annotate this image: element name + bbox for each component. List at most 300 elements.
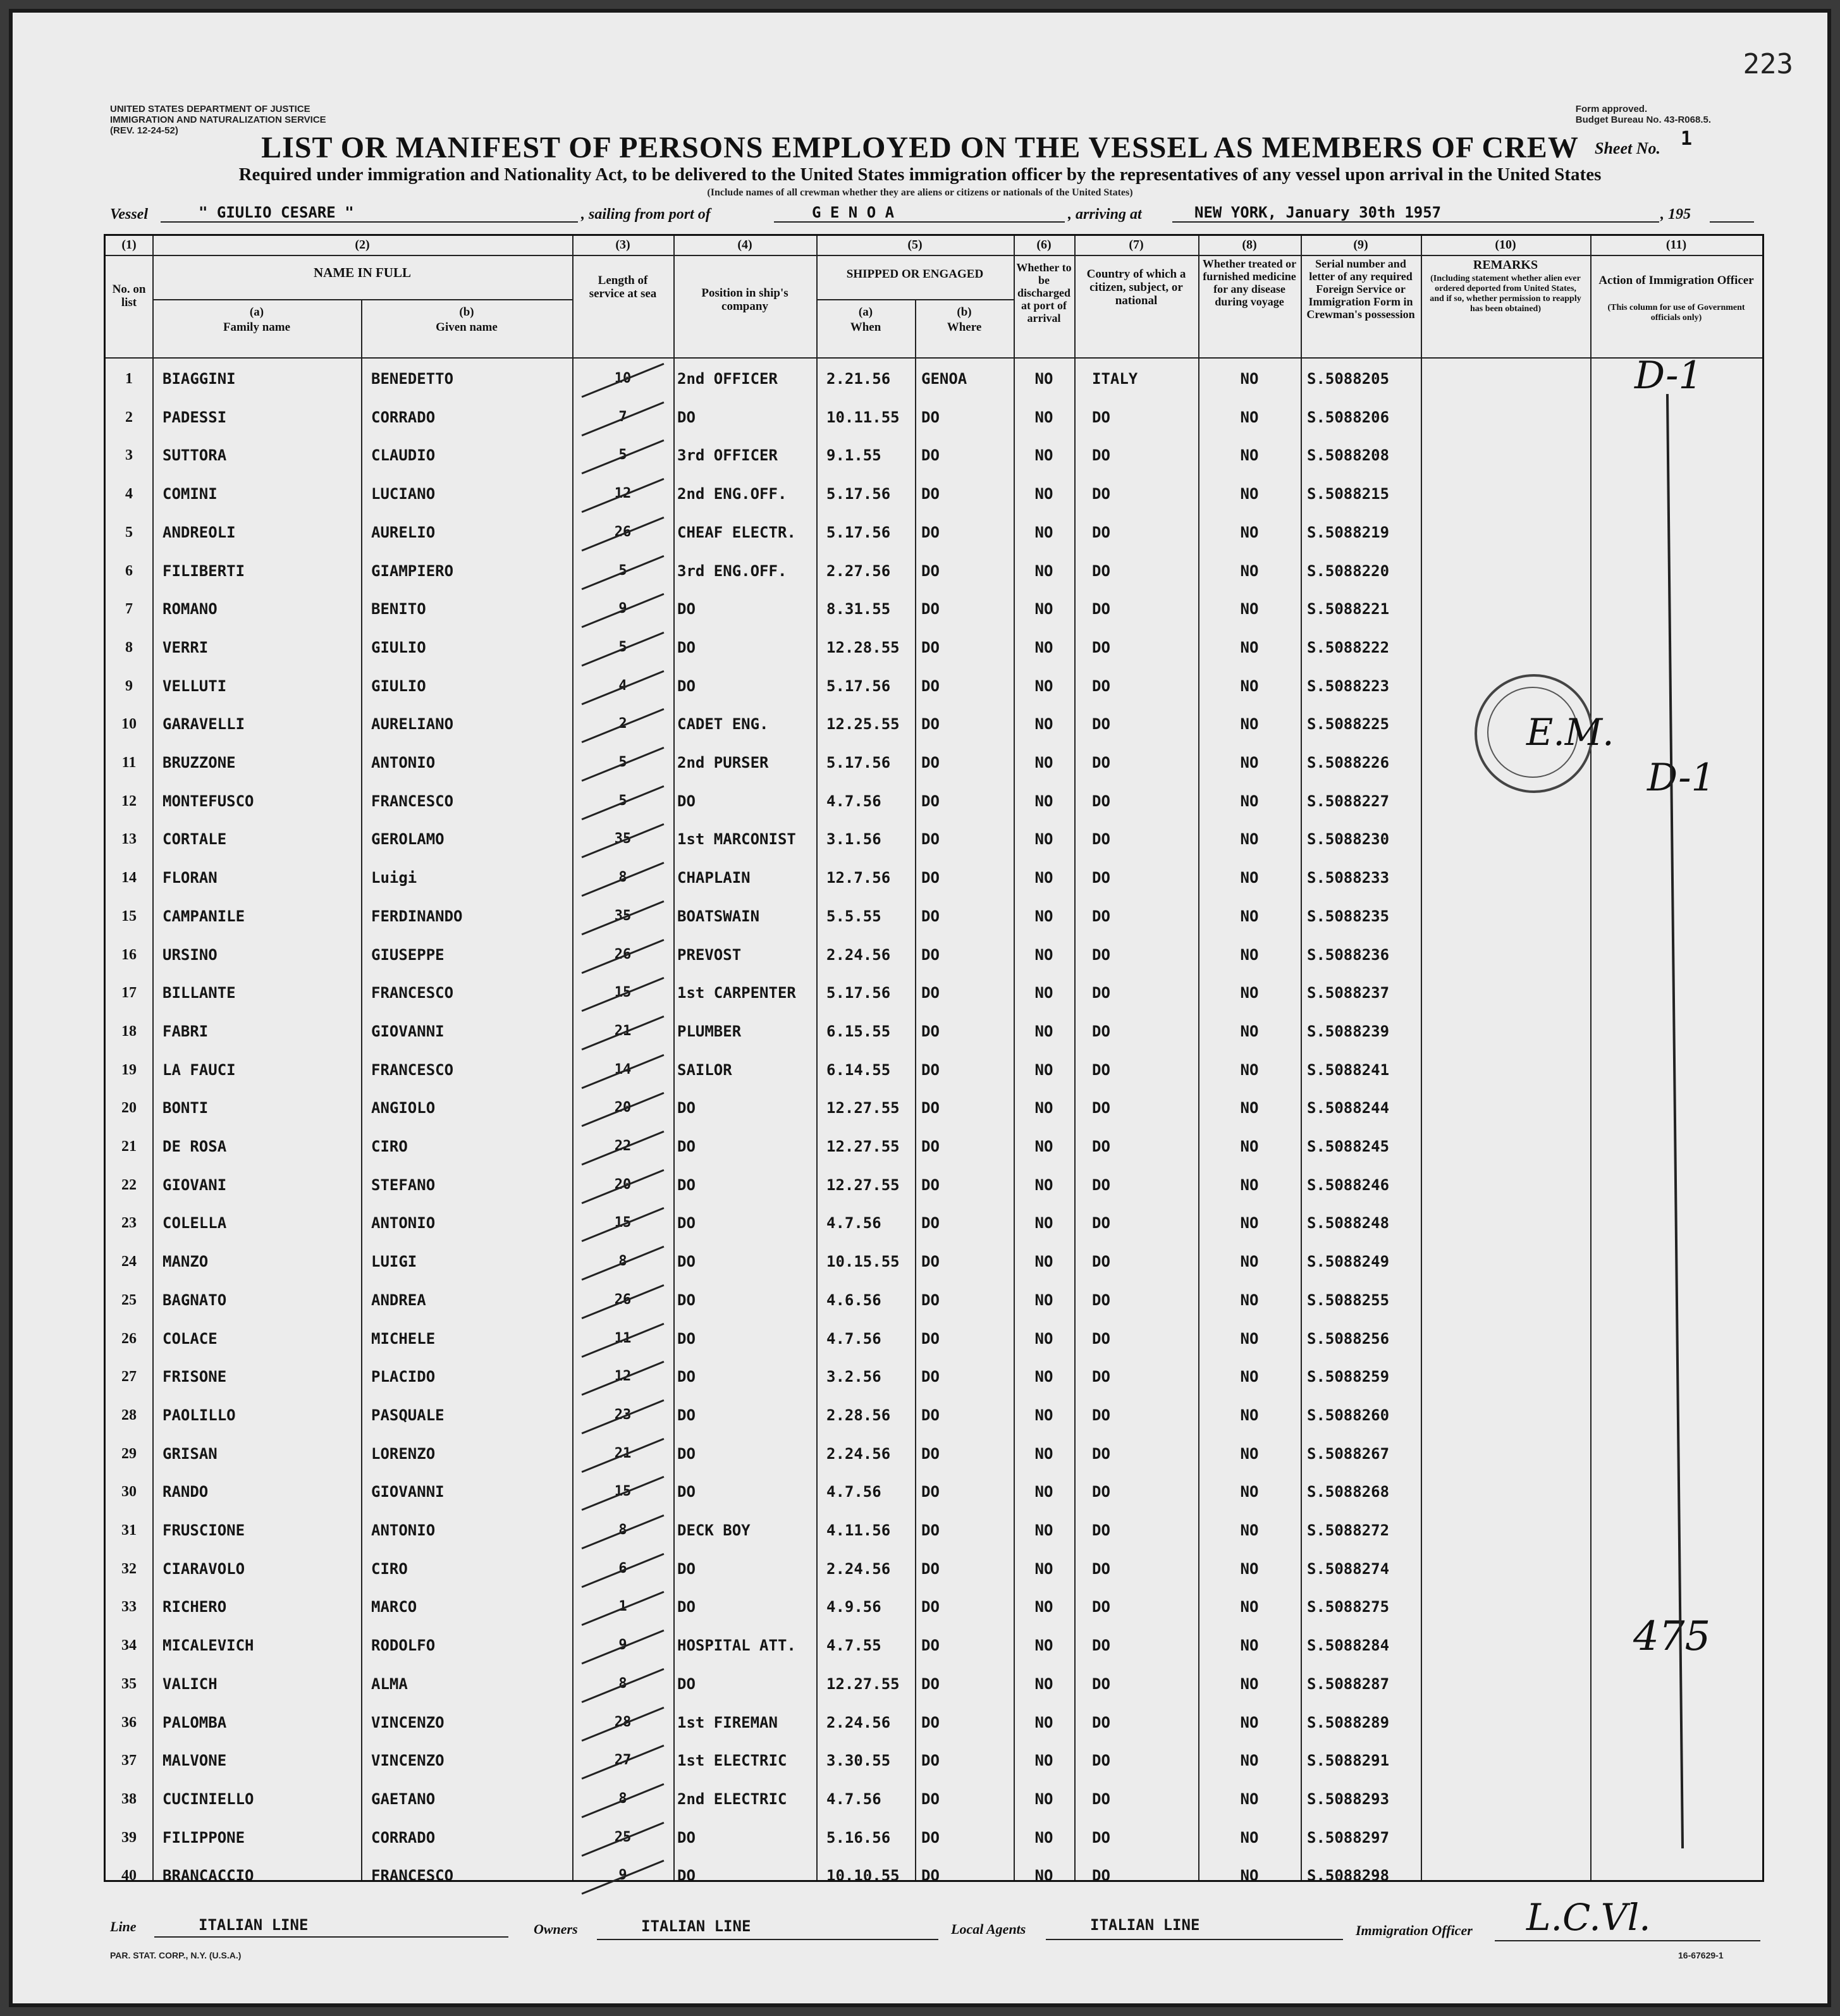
medicine: NO	[1240, 1598, 1259, 1616]
stamp-initials: E.M.	[1526, 711, 1614, 754]
col-number-2: (2)	[355, 238, 370, 252]
length-of-service	[572, 705, 673, 743]
given-name: FRANCESCO	[371, 1867, 454, 1885]
discharged: NO	[1034, 1214, 1053, 1232]
shipped-when: 5.16.56	[826, 1828, 891, 1847]
col-number-6: (6)	[1036, 238, 1052, 252]
family-name: ANDREOLI	[163, 523, 236, 541]
shipped-when: 4.7.56	[826, 1214, 881, 1232]
strike-mark	[582, 1860, 665, 1895]
medicine: NO	[1240, 1253, 1259, 1271]
strike-mark	[582, 517, 665, 551]
given-name: LUCIANO	[371, 485, 436, 503]
medicine: NO	[1240, 1790, 1259, 1808]
shipped-when: 5.17.56	[826, 523, 891, 541]
given-name: MICHELE	[371, 1329, 436, 1348]
shipped-where: DO	[921, 1790, 940, 1808]
serial-number: S.5088274	[1307, 1559, 1390, 1578]
medicine: NO	[1240, 1291, 1259, 1309]
header-given-name: Given name	[436, 321, 498, 334]
row-number: 1	[125, 371, 133, 387]
strike-mark	[582, 363, 665, 398]
serial-number: S.5088272	[1307, 1521, 1390, 1539]
family-name: MICALEVICH	[163, 1637, 254, 1655]
serial-number: S.5088255	[1307, 1291, 1390, 1309]
discharged: NO	[1034, 523, 1053, 541]
position: 2nd PURSER	[677, 754, 769, 771]
footer-officer-label: Immigration Officer	[1356, 1922, 1473, 1938]
country: DO	[1092, 715, 1110, 734]
col-number-9: (9)	[1353, 238, 1368, 252]
table-row	[106, 1473, 1762, 1511]
header-2a-num: (a)	[249, 305, 264, 319]
shipped-where: DO	[921, 1752, 940, 1770]
position: DO	[677, 792, 696, 810]
given-name: CIRO	[371, 1559, 408, 1578]
family-name: BRANCACCIO	[163, 1867, 254, 1885]
length-of-service	[572, 475, 673, 513]
shipped-when: 2.24.56	[826, 945, 891, 964]
given-name: LUIGI	[371, 1253, 417, 1271]
len-text: 5	[618, 792, 627, 809]
row-number: 17	[121, 985, 137, 1002]
length-of-service	[572, 1435, 673, 1473]
given-name: FRANCESCO	[371, 792, 454, 810]
row-number: 24	[121, 1253, 137, 1270]
length-of-service	[572, 744, 673, 782]
given-name: ANDREA	[371, 1291, 426, 1309]
length-of-service	[572, 1128, 673, 1165]
shipped-when: 9.1.55	[826, 446, 881, 465]
table-row	[106, 1358, 1762, 1396]
row-number: 10	[121, 716, 137, 733]
shipped-where: DO	[921, 1291, 940, 1309]
position: CADET ENG.	[677, 715, 769, 734]
medicine: NO	[1240, 1176, 1259, 1194]
serial-number: S.5088215	[1307, 485, 1390, 503]
given-name: LORENZO	[371, 1444, 436, 1463]
country: DO	[1092, 1368, 1110, 1386]
table-row	[106, 1857, 1762, 1895]
family-name: GIOVANI	[163, 1176, 227, 1194]
discharged: NO	[1034, 1060, 1053, 1079]
family-name: COLACE	[163, 1329, 218, 1348]
shipped-where: DO	[921, 1406, 940, 1424]
family-name: VELLUTI	[163, 677, 227, 695]
country: DO	[1092, 638, 1110, 656]
given-name: GIOVANNI	[371, 1483, 445, 1501]
footer-owners-value: ITALIAN LINE	[641, 1917, 751, 1935]
shipped-when: 5.17.56	[826, 677, 891, 695]
shipped-where: DO	[921, 1214, 940, 1232]
strike-mark	[582, 1553, 665, 1588]
serial-number: S.5088205	[1307, 370, 1390, 388]
annotation-d1-first: D-1	[1635, 353, 1703, 398]
country: DO	[1092, 1675, 1110, 1693]
header-where: Where	[947, 321, 982, 334]
country: DO	[1092, 1752, 1110, 1770]
header-5b-num: (b)	[957, 305, 972, 319]
len-text: 26	[614, 946, 632, 962]
family-name: DE ROSA	[163, 1138, 227, 1155]
length-of-service	[572, 629, 673, 667]
strike-mark	[582, 823, 665, 858]
table-row	[106, 1435, 1762, 1473]
header-remarks-note: (Including statement whether alien ever ordered deported from United States, and if so, whether permission to reapply has been obtained)	[1430, 274, 1581, 314]
country: DO	[1092, 1099, 1110, 1117]
annotation-475: 475	[1633, 1613, 1711, 1660]
shipped-where: DO	[921, 1368, 940, 1386]
position: 1st ELECTRIC	[677, 1752, 787, 1770]
serial-number: S.5088284	[1307, 1637, 1390, 1655]
row-number: 36	[121, 1714, 137, 1731]
serial-number: S.5088239	[1307, 1022, 1390, 1040]
len-text: 4	[618, 677, 627, 694]
family-name: CUCINIELLO	[163, 1790, 254, 1808]
header-discharged: Whether to be discharged at port of arrival	[1016, 261, 1072, 324]
country: DO	[1092, 1022, 1110, 1040]
shipped-when: 12.27.55	[826, 1675, 900, 1693]
shipped-when: 4.7.56	[826, 792, 881, 810]
strike-mark	[582, 1322, 665, 1357]
shipped-when: 2.21.56	[826, 370, 891, 388]
medicine: NO	[1240, 1713, 1259, 1731]
country: DO	[1092, 869, 1110, 887]
country: DO	[1092, 1828, 1110, 1847]
len-text: 20	[614, 1176, 632, 1193]
position: DO	[677, 1559, 696, 1578]
position: DO	[677, 1329, 696, 1348]
discharged: NO	[1034, 1790, 1053, 1808]
len-text: 35	[614, 907, 632, 924]
discharged: NO	[1034, 830, 1053, 849]
length-of-service	[572, 513, 673, 551]
serial-number: S.5088267	[1307, 1444, 1390, 1463]
given-name: VINCENZO	[371, 1713, 445, 1731]
table-row	[106, 629, 1762, 667]
shipped-where: DO	[921, 715, 940, 734]
table-row	[106, 1051, 1762, 1089]
discharged: NO	[1034, 638, 1053, 656]
length-of-service	[572, 360, 673, 398]
family-name: BONTI	[163, 1099, 209, 1117]
position: DO	[677, 1291, 696, 1309]
year-label: , 195	[1660, 206, 1691, 223]
country: DO	[1092, 677, 1110, 695]
position: SAILOR	[677, 1060, 732, 1079]
given-name: FERDINANDO	[371, 907, 463, 925]
row-number: 6	[125, 562, 133, 579]
header-action: Action of Immigration Officer	[1598, 274, 1754, 287]
discharged: NO	[1034, 1099, 1053, 1117]
medicine: NO	[1240, 1099, 1259, 1117]
header-name-in-full: NAME IN FULL	[313, 265, 411, 280]
shipped-where: DO	[921, 1060, 940, 1079]
shipped-where: DO	[921, 1329, 940, 1348]
position: HOSPITAL ATT.	[677, 1637, 796, 1655]
shipped-where: DO	[921, 907, 940, 925]
shipped-when: 2.24.56	[826, 1444, 891, 1463]
country: DO	[1092, 1253, 1110, 1271]
row-number: 20	[121, 1100, 137, 1117]
given-name: GIULIO	[371, 677, 426, 695]
shipped-where: DO	[921, 485, 940, 503]
shipped-where: DO	[921, 1713, 940, 1731]
medicine: NO	[1240, 1444, 1259, 1463]
shipped-when: 5.17.56	[826, 754, 891, 771]
subnote: (Include names of all crewman whether they are aliens or citizens or nationals of the United States)	[707, 187, 1133, 198]
footer-owners-label: Owners	[534, 1921, 578, 1937]
discharged: NO	[1034, 1329, 1053, 1348]
sheet-label: Sheet No.	[1595, 139, 1660, 157]
shipped-when: 4.7.56	[826, 1329, 881, 1348]
country: DO	[1092, 1559, 1110, 1578]
position: CHAPLAIN	[677, 869, 751, 887]
country: DO	[1092, 1291, 1110, 1309]
discharged: NO	[1034, 408, 1053, 426]
shipped-where: DO	[921, 1483, 940, 1501]
shipped-when: 12.27.55	[826, 1099, 900, 1117]
position: DO	[677, 1138, 696, 1155]
header-medicine: Whether treated or furnished medicine for any disease during voyage	[1202, 257, 1297, 308]
serial-number: S.5088221	[1307, 600, 1390, 618]
given-name: ANTONIO	[371, 1521, 436, 1539]
shipped-where: DO	[921, 869, 940, 887]
serial-number: S.5088287	[1307, 1675, 1390, 1693]
row-number: 34	[121, 1637, 137, 1654]
shipped-when: 5.5.55	[826, 907, 881, 925]
row-number: 7	[125, 601, 133, 618]
length-of-service	[572, 1396, 673, 1434]
table-row	[106, 475, 1762, 513]
row-number: 13	[121, 831, 137, 848]
position: DO	[677, 1598, 696, 1616]
shipped-when: 5.17.56	[826, 485, 891, 503]
discharged: NO	[1034, 1022, 1053, 1040]
strike-mark	[582, 439, 665, 474]
medicine: NO	[1240, 485, 1259, 503]
strike-mark	[582, 1437, 665, 1472]
shipped-when: 5.17.56	[826, 984, 891, 1002]
medicine: NO	[1240, 907, 1259, 925]
family-name: LA FAUCI	[163, 1060, 236, 1079]
table-row	[106, 1780, 1762, 1818]
len-text: 8	[618, 870, 627, 886]
shipped-when: 2.27.56	[826, 562, 891, 580]
shipped-where: DO	[921, 984, 940, 1002]
manifest-sheet	[9, 9, 1831, 2007]
form-code: 16-67629-1	[1678, 1950, 1724, 1960]
discharged: NO	[1034, 754, 1053, 771]
table-row	[106, 1012, 1762, 1050]
country: DO	[1092, 1483, 1110, 1501]
family-name: URSINO	[163, 945, 218, 964]
len-text: 15	[614, 1215, 632, 1231]
port-value: G E N O A	[812, 204, 895, 221]
medicine: NO	[1240, 1867, 1259, 1885]
discharged: NO	[1034, 984, 1053, 1002]
len-text: 9	[618, 601, 627, 617]
header-when: When	[850, 321, 881, 334]
family-name: FRISONE	[163, 1368, 227, 1386]
country: DO	[1092, 1713, 1110, 1731]
len-text: 6	[618, 1560, 627, 1577]
serial-number: S.5088227	[1307, 792, 1390, 810]
footer-line-value: ITALIAN LINE	[199, 1916, 309, 1934]
table-row	[106, 1396, 1762, 1434]
len-text: 15	[614, 1484, 632, 1500]
shipped-where: DO	[921, 1176, 940, 1194]
sheet-number: 1	[1680, 128, 1692, 150]
shipped-when: 4.7.56	[826, 1790, 881, 1808]
serial-number: S.5088236	[1307, 945, 1390, 964]
given-name: AURELIANO	[371, 715, 454, 734]
shipped-where: DO	[921, 792, 940, 810]
shipped-where: DO	[921, 1867, 940, 1885]
shipped-where: DO	[921, 1521, 940, 1539]
family-name: BILLANTE	[163, 984, 236, 1002]
family-name: CAMPANILE	[163, 907, 245, 925]
serial-number: S.5088226	[1307, 754, 1390, 771]
country: DO	[1092, 754, 1110, 771]
strike-mark	[582, 632, 665, 667]
discharged: NO	[1034, 370, 1053, 388]
shipped-when: 6.14.55	[826, 1060, 891, 1079]
discharged: NO	[1034, 1176, 1053, 1194]
position: DO	[677, 638, 696, 656]
discharged: NO	[1034, 1867, 1053, 1885]
shipped-when: 12.27.55	[826, 1176, 900, 1194]
header-remarks: REMARKS	[1473, 258, 1538, 272]
medicine: NO	[1240, 1828, 1259, 1847]
row-number: 12	[121, 792, 137, 809]
serial-number: S.5088275	[1307, 1598, 1390, 1616]
country: DO	[1092, 523, 1110, 541]
table-row	[106, 859, 1762, 897]
discharged: NO	[1034, 1559, 1053, 1578]
header-length-of-service: Length of service at sea	[589, 274, 657, 300]
table-row	[106, 552, 1762, 590]
table-row	[106, 513, 1762, 551]
col-number-5: (5)	[907, 238, 923, 252]
vessel-label: Vessel	[110, 206, 148, 223]
position: DO	[677, 677, 696, 695]
col-number-1: (1)	[121, 238, 137, 252]
form-approved: Form approved. Budget Bureau No. 43-R068.5.	[1575, 104, 1711, 125]
serial-number: S.5088256	[1307, 1329, 1390, 1348]
discharged: NO	[1034, 869, 1053, 887]
len-text: 5	[618, 754, 627, 770]
given-name: STEFANO	[371, 1176, 436, 1194]
given-name: CLAUDIO	[371, 446, 436, 465]
length-of-service	[572, 1166, 673, 1204]
medicine: NO	[1240, 984, 1259, 1002]
row-number: 21	[121, 1138, 137, 1155]
position: 3rd OFFICER	[677, 446, 778, 465]
header-5a-num: (a)	[858, 305, 873, 319]
row-number: 22	[121, 1176, 137, 1193]
shipped-where: GENOA	[921, 370, 967, 388]
medicine: NO	[1240, 792, 1259, 810]
strike-mark	[582, 670, 665, 704]
country: DO	[1092, 485, 1110, 503]
serial-number: S.5088230	[1307, 830, 1390, 849]
len-text: 8	[618, 1253, 627, 1270]
row-number: 25	[121, 1291, 137, 1308]
given-name: CORRADO	[371, 1828, 436, 1847]
position: DO	[677, 600, 696, 618]
col-number-7: (7)	[1129, 238, 1144, 252]
given-name: GIAMPIERO	[371, 562, 454, 580]
family-name: BRUZZONE	[163, 754, 236, 771]
length-of-service	[572, 1857, 673, 1895]
country: DO	[1092, 562, 1110, 580]
serial-number: S.5088298	[1307, 1867, 1390, 1885]
len-text: 23	[614, 1406, 632, 1423]
length-of-service	[572, 1281, 673, 1319]
row-number: 29	[121, 1445, 137, 1462]
strike-mark	[582, 1016, 665, 1050]
family-name: COLELLA	[163, 1214, 227, 1232]
length-of-service	[572, 1204, 673, 1242]
strike-mark	[582, 1745, 665, 1779]
row-number: 26	[121, 1330, 137, 1347]
country: DO	[1092, 408, 1110, 426]
shipped-where: DO	[921, 1444, 940, 1463]
discharged: NO	[1034, 1713, 1053, 1731]
length-of-service	[572, 1588, 673, 1626]
footer-agents-value: ITALIAN LINE	[1090, 1916, 1200, 1934]
table-row	[106, 1204, 1762, 1242]
family-name: GARAVELLI	[163, 715, 245, 734]
country: DO	[1092, 1406, 1110, 1424]
serial-number: S.5088248	[1307, 1214, 1390, 1232]
header-family-name: Family name	[223, 321, 291, 334]
len-text: 14	[614, 1061, 632, 1078]
medicine: NO	[1240, 1214, 1259, 1232]
len-text: 7	[618, 409, 627, 425]
serial-number: S.5088259	[1307, 1368, 1390, 1386]
shipped-when: 10.11.55	[826, 408, 900, 426]
position: PREVOST	[677, 945, 742, 964]
medicine: NO	[1240, 1022, 1259, 1040]
serial-number: S.5088289	[1307, 1713, 1390, 1731]
family-name: PAOLILLO	[163, 1406, 236, 1424]
len-text: 5	[618, 562, 627, 579]
shipped-where: DO	[921, 1675, 940, 1693]
serial-number: S.5088237	[1307, 984, 1390, 1002]
len-text: 35	[614, 831, 632, 847]
given-name: Luigi	[371, 869, 417, 887]
row-number: 27	[121, 1368, 137, 1386]
position: 1st CARPENTER	[677, 984, 796, 1002]
serial-number: S.5088223	[1307, 677, 1390, 695]
serial-number: S.5088225	[1307, 715, 1390, 734]
length-of-service	[572, 1819, 673, 1857]
position: DECK BOY	[677, 1521, 751, 1539]
family-name: MONTEFUSCO	[163, 792, 254, 810]
strike-mark	[582, 938, 665, 973]
strike-mark	[582, 862, 665, 897]
year-underline	[1710, 202, 1754, 223]
medicine: NO	[1240, 1521, 1259, 1539]
given-name: BENEDETTO	[371, 370, 454, 388]
discharged: NO	[1034, 446, 1053, 465]
family-name: FRUSCIONE	[163, 1521, 245, 1539]
shipped-where: DO	[921, 446, 940, 465]
strike-mark	[582, 1783, 665, 1818]
length-of-service	[572, 1243, 673, 1281]
